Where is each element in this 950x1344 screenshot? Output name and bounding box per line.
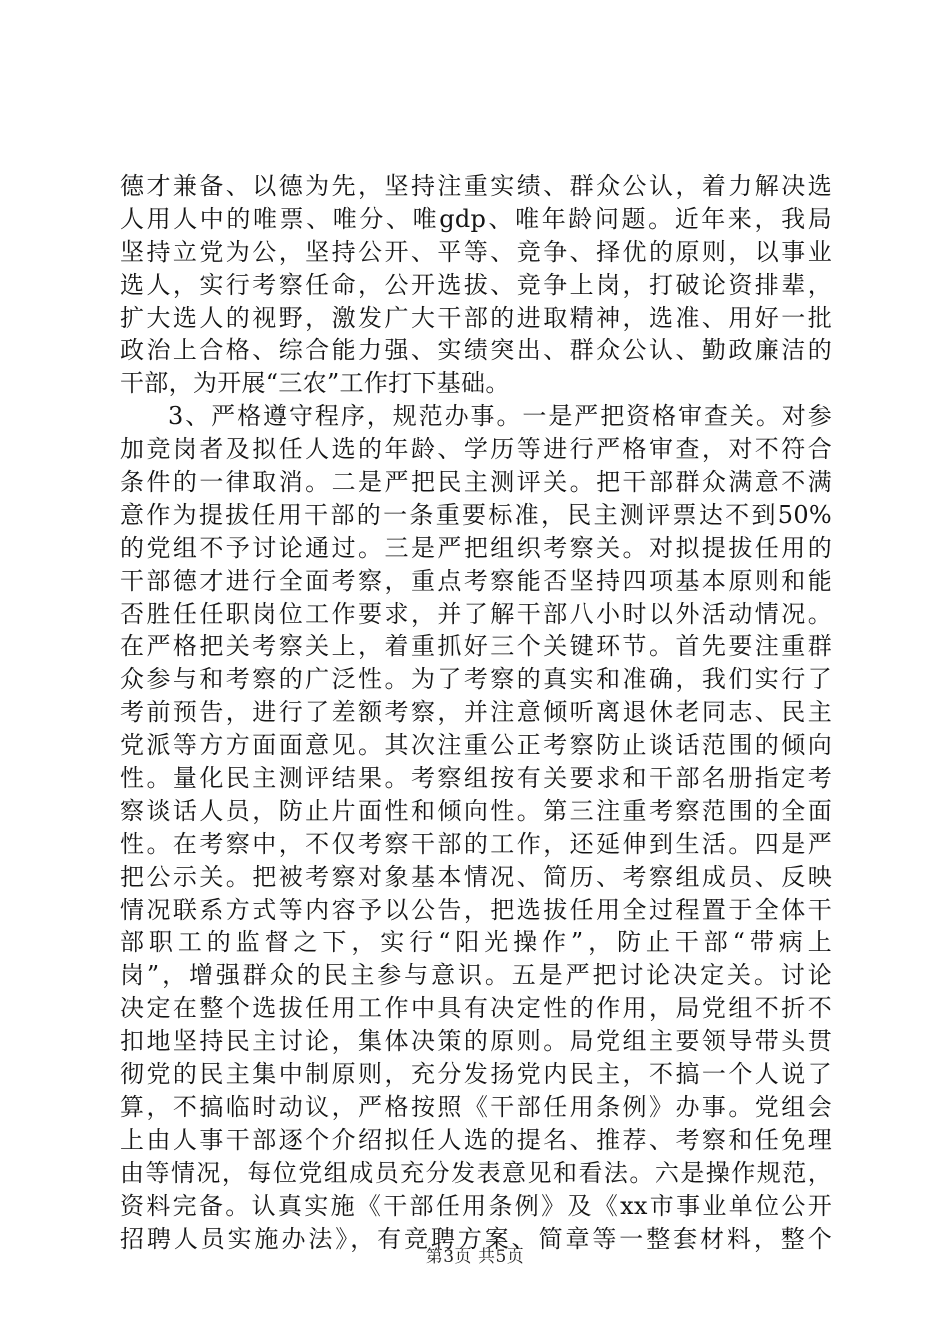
text-line: 坚持立党为公，坚持公开、平等、竞争、择优的原则，以事业 (120, 237, 832, 266)
text-line: 的党组不予讨论通过。三是严把组织考察关。对拟提拔任用的 (120, 533, 832, 562)
page-number-footer: 第3页 共5页 (425, 1247, 525, 1267)
text-line: 彻党的民主集中制原则，充分发扬党内民主，不搞一个人说了 (120, 1060, 832, 1089)
text-line: 上由人事干部逐个介绍拟任人选的提名、推荐、考察和任免理 (120, 1125, 832, 1154)
text-line: 招聘人员实施办法》，有竞聘方案、简章等一整套材料，整个 (120, 1224, 832, 1253)
text-line: 情况联系方式等内容予以公告，把选拔任用全过程置于全体干 (120, 895, 832, 924)
text-line: 性。在考察中，不仅考察干部的工作，还延伸到生活。四是严 (120, 829, 832, 858)
text-line: 众参与和考察的广泛性。为了考察的真实和准确，我们实行了 (120, 665, 832, 694)
text-line: 由等情况，每位党组成员充分发表意见和看法。六是操作规范， (120, 1158, 832, 1187)
text-line: 加竞岗者及拟任人选的年龄、学历等进行严格审查，对不符合 (120, 435, 832, 464)
text-line: 扣地坚持民主讨论，集体决策的原则。局党组主要领导带头贯 (120, 1027, 832, 1056)
text-line: 干部德才进行全面考察，重点考察能否坚持四项基本原则和能 (120, 566, 832, 595)
text-line: 算，不搞临时动议，严格按照《干部任用条例》办事。党组会 (120, 1092, 832, 1121)
text-line: 德才兼备、以德为先，坚持注重实绩、群众公认，着力解决选 (120, 172, 832, 200)
text-line: 意作为提拔任用干部的一条重要标准，民主测评票达不到50% (120, 500, 832, 529)
text-line: 在严格把关考察关上，着重抓好三个关键环节。首先要注重群 (120, 632, 832, 661)
text-line: 考前预告，进行了差额考察，并注意倾听离退休老同志、民主 (120, 698, 832, 727)
text-line: 扩大选人的视野，激发广大干部的进取精神，选准、用好一批 (120, 303, 832, 332)
text-line: 条件的一律取消。二是严把民主测评关。把干部群众满意不满 (120, 468, 832, 497)
text-line: 否胜任任职岗位工作要求，并了解干部八小时以外活动情况。 (120, 599, 832, 628)
text-line: 把公示关。把被考察对象基本情况、简历、考察组成员、反映 (120, 862, 832, 891)
text-line: 决定在整个选拔任用工作中具有决定性的作用，局党组不折不 (120, 994, 832, 1023)
text-line: 部职工的监督之下，实行“阳光操作”，防止干部“带病上 (120, 928, 832, 957)
text-line: 人用人中的唯票、唯分、唯gdp、唯年龄问题。近年来，我局 (120, 204, 832, 233)
text-line: 选人，实行考察任命，公开选拔、竞争上岗，打破论资排辈， (120, 270, 832, 299)
text-line: 察谈话人员，防止片面性和倾向性。第三注重考察范围的全面 (120, 796, 832, 825)
text-line: 性。量化民主测评结果。考察组按有关要求和干部名册指定考 (120, 764, 832, 793)
text-line: 政治上合格、综合能力强、实绩突出、群众公认、勤政廉洁的 (120, 336, 832, 365)
text-line: 3、严格遵守程序，规范办事。一是严把资格审查关。对参 (168, 402, 832, 431)
text-line: 资料完备。认真实施《干部任用条例》及《xx市事业单位公开 (120, 1191, 832, 1220)
document-body (120, 170, 832, 1255)
text-line: 党派等方方面面意见。其次注重公正考察防止谈话范围的倾向 (120, 731, 832, 760)
text-line: 岗”，增强群众的民主参与意识。五是严把讨论决定关。讨论 (120, 961, 832, 990)
text-line: 干部，为开展“三农”工作打下基础。 (120, 369, 510, 398)
